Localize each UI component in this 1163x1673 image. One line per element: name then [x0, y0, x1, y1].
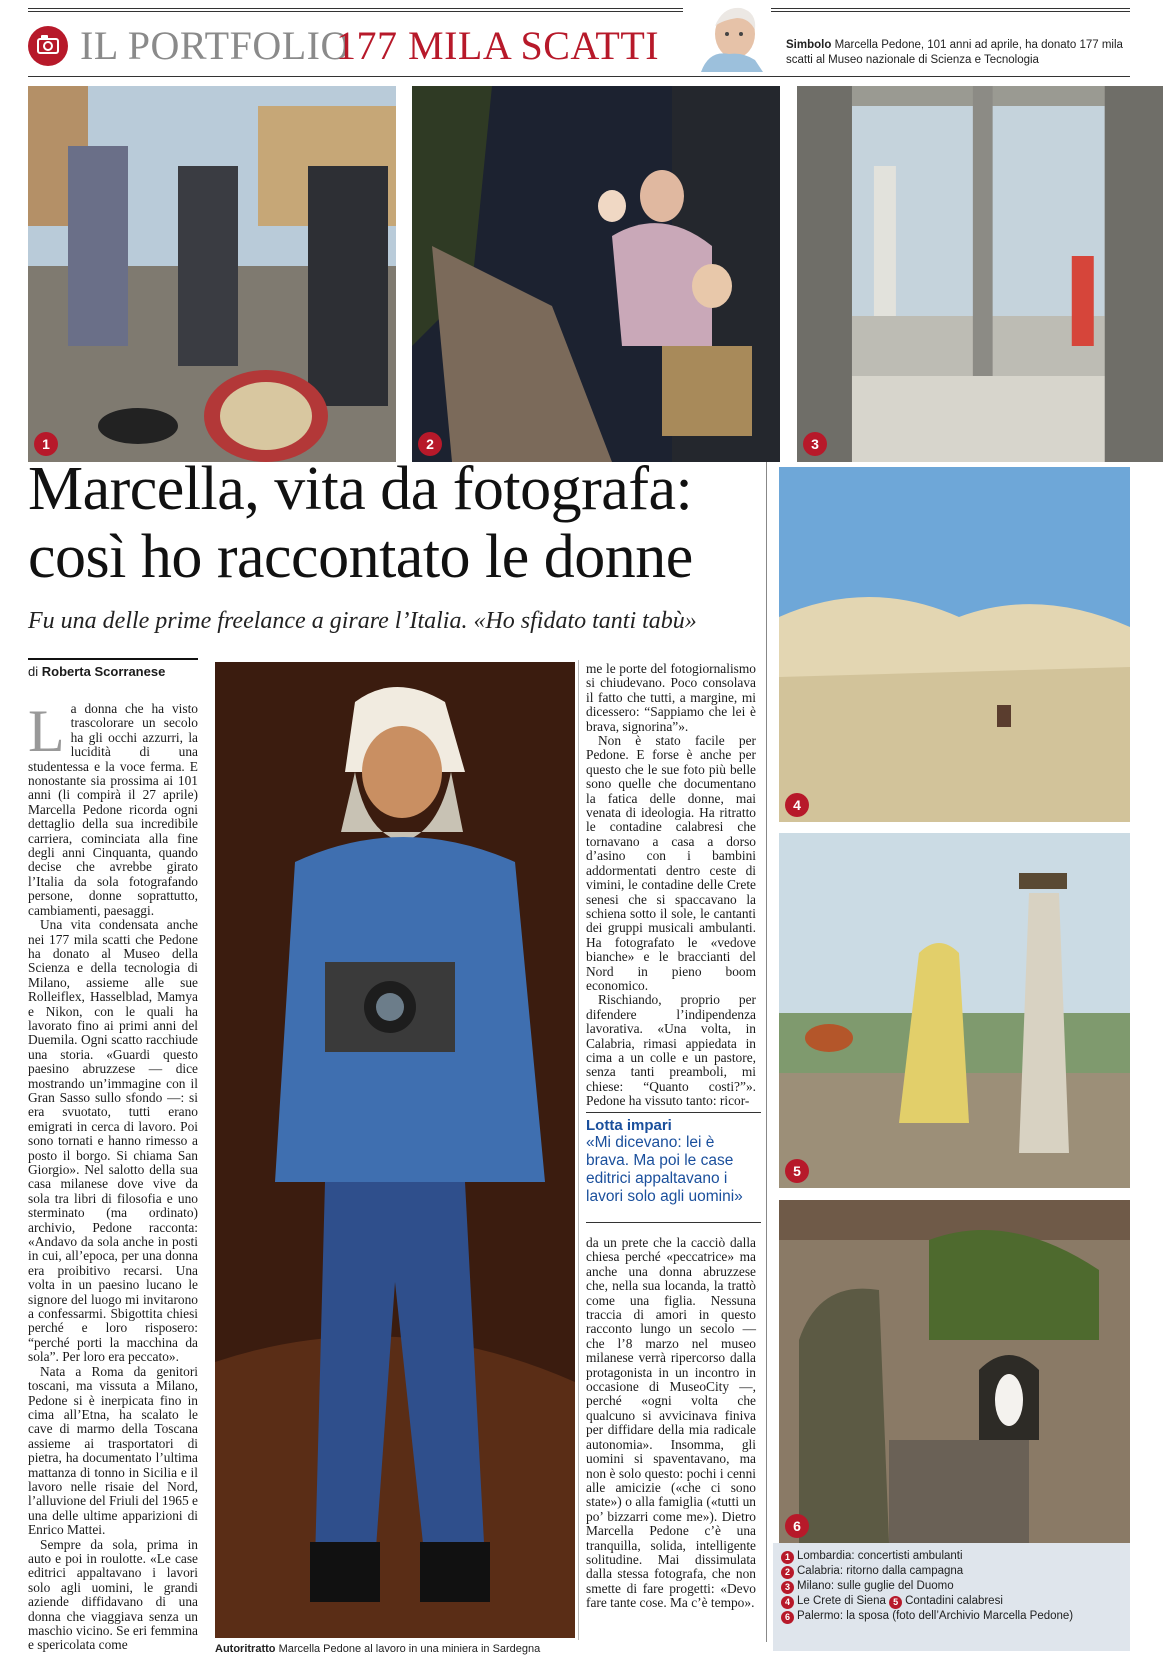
- article-column-1: [28, 698, 198, 1660]
- headline-line-2: così ho raccontato le donne: [28, 523, 693, 591]
- photo-number-badge: 5: [785, 1159, 809, 1183]
- photo-legend: [773, 1543, 1130, 1651]
- header-caption: [786, 38, 1131, 68]
- headline: [28, 455, 768, 591]
- photo-caption-label: Autoritratto: [215, 1643, 276, 1655]
- top-rule: [28, 8, 1130, 12]
- legend-item: [781, 1549, 1122, 1564]
- legend-number: 4: [781, 1596, 794, 1609]
- section-kicker: IL PORTFOLIO: [80, 23, 350, 68]
- legend-number: 2: [781, 1566, 794, 1579]
- photo-duomo-spires: [797, 86, 1163, 462]
- legend-item: [781, 1609, 1122, 1624]
- header-rule: [28, 76, 1130, 77]
- legend-text: Lombardia: concertisti ambulanti: [797, 1550, 963, 1562]
- paragraph: Una vita condensata anche nei 177 mila scatti che Pedone ha donato al Museo della Scienza e della tecnologia di Milano, assieme alle sue Rolleiflex, Hasselblad, Mamya e Nikon, con le quali ha lavorato fino ai primi anni del Duemila. Ogni scatto racchiude una storia. «Guardi questo paesino abruzzese — dice mostrando un’immagine con il Gran Sasso sullo sfondo —: si era svuotato, tutti erano emigrati in cerca di lavoro. Poi sono tornati e hanno rimesso a posto il borgo. Si chiama San Giorgio». Nel salotto della sua casa milanese dove vive da sola tra libri di filosofia e uno sterminato (ma ordinato) archivio, Pedone racconta: «Andavo da sola anche in posti in cui, all’epoca, per una donna era proibitivo recarsi. Una volta in un paesino lucano le signore del luogo mi invitarono a confessarmi. Sbigottita chiesi perché e loro risposero: “perché porti la macchina da sola”. Per loro era peccato».: [28, 917, 198, 1365]
- article-column-3-bottom: [586, 1236, 756, 1656]
- pull-quote-text: «Mi dicevano: lei è brava. Ma poi le case editrici appaltavano i lavori solo agli uomini»: [586, 1134, 743, 1205]
- column-divider: [578, 660, 579, 1640]
- portrait-thumbnail: [683, 0, 771, 72]
- legend-text: Palermo: la sposa: [797, 1610, 890, 1622]
- byline-prefix: di: [28, 664, 39, 679]
- legend-item: [781, 1564, 1122, 1579]
- drop-cap: L: [28, 698, 65, 764]
- photo-caption-text: Marcella Pedone al lavoro in una miniera in Sardegna: [278, 1643, 541, 1655]
- pull-quote: [586, 1112, 761, 1206]
- paragraph: Nata a Roma da genitori toscani, ma vissuta a Milano, Pedone si è inerpicata fino in cima all’Etna, ha scalato le cave di marmo della Toscana assieme ai trasportatori di pietra, ha documentato l’ultima mattanza di tonno in Sicilia e il lavoro nelle risaie del Nord, l’alluvione del Friuli del 1965 e una delle ultime apparizioni di Enrico Mattei.: [28, 1363, 198, 1538]
- caption-text: Marcella Pedone, 101 anni ad aprile, ha donato 177 mila scatti al Museo nazionale di Scienza e Tecnologia: [786, 39, 1123, 66]
- pull-quote-title: Lotta impari: [586, 1117, 672, 1134]
- column-divider: [766, 462, 767, 1642]
- photo-self-portrait: [215, 662, 575, 1638]
- legend-number: 1: [781, 1551, 794, 1564]
- photo-crete-senesi: [779, 467, 1130, 822]
- subheadline: Fu una delle prime freelance a girare l’Italia. «Ho sfidato tanti tabù»: [28, 608, 697, 634]
- photo-palermo-bride: [779, 1200, 1130, 1543]
- paragraph: me le porte del fotogiornalismo si chiudevano. Poco consolava il fatto che tutti, a margine, mi dicessero: “Sappiamo che lei è brava, signorina”».: [586, 661, 756, 734]
- photo-caption: [215, 1643, 575, 1655]
- legend-item: [781, 1579, 1122, 1594]
- byline-author: Roberta Scorranese: [41, 664, 166, 679]
- pull-quote-rule: [586, 1222, 761, 1223]
- photo-calabrian-farmers: [779, 833, 1130, 1188]
- camera-icon: [28, 26, 68, 66]
- legend-text: Le Crete di Siena: [797, 1595, 886, 1607]
- section-title: 177 MILA SCATTI: [336, 23, 660, 68]
- byline: [28, 658, 198, 679]
- photo-number-badge: 3: [803, 432, 827, 456]
- headline-line-1: Marcella, vita da fotografa:: [28, 455, 693, 523]
- photo-number-badge: 6: [785, 1514, 809, 1538]
- article-column-3-top: [586, 661, 756, 1109]
- legend-text: Calabria: ritorno dalla campagna: [797, 1565, 964, 1577]
- legend-number: 3: [781, 1581, 794, 1594]
- photo-donkey-children: [412, 86, 780, 462]
- legend-number: 6: [781, 1611, 794, 1624]
- legend-item: [781, 1594, 1122, 1609]
- legend-number: 5: [889, 1596, 902, 1609]
- legend-credit: (foto dell’Archivio Marcella Pedone): [892, 1610, 1074, 1622]
- photo-concert-musicians: [28, 86, 396, 462]
- legend-text: Contadini calabresi: [905, 1595, 1003, 1607]
- caption-label: Simbolo: [786, 39, 832, 51]
- paragraph: Non è stato facile per Pedone. E forse è anche per questo che le sue foto più belle sono quelle che documentano la fatica delle donne, mai venata di ideologia. Ha ritratto le contadine calabresi che tornavano a casa a dorso d’asino con i bambini addormentati dentro ceste di vimini, le contadine delle Crete senesi che si spaccavano la schiena sotto il sole, le cantanti dei gruppi musicali ambulanti. Ha fotografato le «vedove bianche» e le braccianti del Nord in pieno boom economico.: [586, 733, 756, 993]
- paragraph: Sempre da sola, prima in auto e poi in roulotte. «Le case editrici appaltavano i lavori solo agli uomini, le grandi aziende diffidavano di una donna che viaggiava senza un maschio vicino. Se eri femmina e spericolata come: [28, 1536, 198, 1653]
- photo-number-badge: 1: [34, 432, 58, 456]
- photo-number-badge: 4: [785, 793, 809, 817]
- paragraph: Rischiando, proprio per difendere l’indipendenza lavorativa. «Una volta, in Calabria, rimasi appiedata in cima a un colle e un pastore, senza tanti preamboli, mi chiese: “Quanto costi?”». Pedone ha vissuto tanto: ricor-: [586, 992, 756, 1109]
- paragraph: da un prete che la cacciò dalla chiesa perché «peccatrice» ma anche una donna abruzzese che, nella sua locanda, la trattò come una figlia. Nessuna traccia di amori in questo racconto lungo un secolo — che l’8 marzo nel museo milanese verrà ripercorso dalla protagonista in un incontro in occasione di MuseoCity —, perché «ogni volta che qualcuno si avvicinava finiva per diffidare della mia radicale autonomia». Insomma, gli uomini si spaventavano, ma non è solo questo: pochi i cenni alle amicizie («che ci sono state») o alla famiglia («tutti un po’ bizzarri come me»). Dietro Marcella Pedone c’è una tranquilla, solida, intelligente solitudine. Mai dissimulata dalla stessa fotografa, che non smette di fare progetti: «Devo fare tante cose. Ma c’è tempo».: [586, 1235, 756, 1611]
- legend-text: Milano: sulle guglie del Duomo: [797, 1580, 954, 1592]
- photo-number-badge: 2: [418, 432, 442, 456]
- paragraph: a donna che ha visto trascolorare un secolo ha gli occhi azzurri, la lucidità di una studentessa e la voce ferma. E nonostante sia prossima ai 101 anni (li compirà il 27 aprile) Marcella Pedone ricorda ogni dettaglio della sua incredibile carriera, cominciata alla fine degli anni Cinquanta, quando decise che avrebbe girato l’Italia da sola fotografando persone, donne soprattutto, cambiamenti, paesaggi.: [28, 701, 198, 918]
